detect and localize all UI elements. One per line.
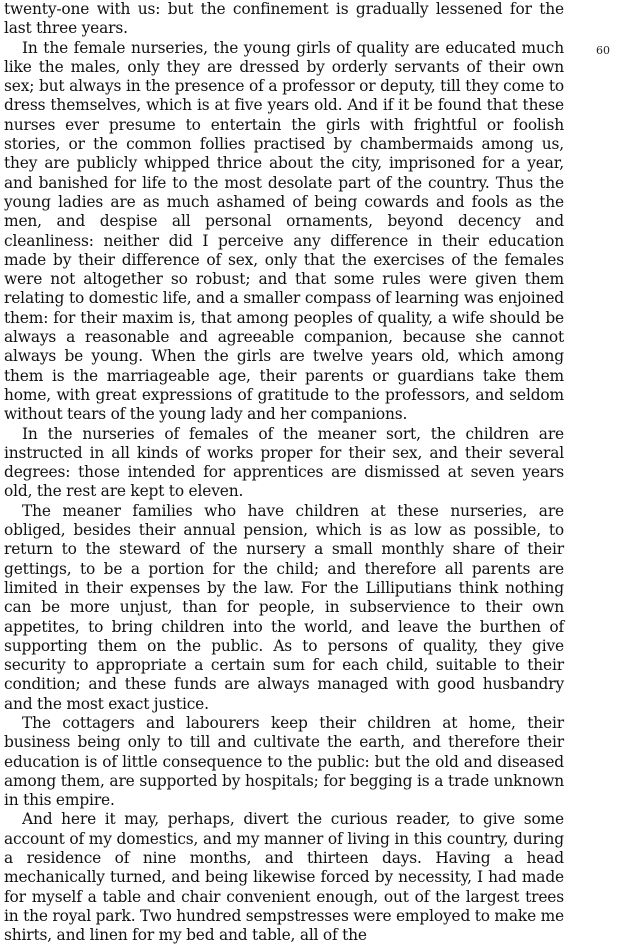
paragraph-4: The meaner families who have children at these nurseries, are obliged, besides their annual pension, which is as low as possible, to return to the steward of the nursery a small monthly share of their gettings, to be a portion for the child; and therefore all parents are limited in their expenses by the law. For the Lilliputians think nothing can be more unjust, than for people, in subservience to their own appetites, to bring children into the world, and leave the burthen of supporting them on the public. As to persons of quality, they give security to appropriate a certain sum for each child, suitable to their condition; and these funds are always managed with good husbandry and the most exact justice.	[4, 501, 564, 713]
page-text	[4, 0, 564, 946]
paragraph-2: In the female nurseries, the young girls of quality are educated much like the males, only they are dressed by orderly servants of their own sex; but always in the presence of a professor or deputy, till they come to dress themselves, which is at five years old. And if it be found that these nurses ever presume to entertain the girls with frightful or foolish stories, or the common follies practised by chambermaids among us, they are publicly whipped thrice about the city, imprisoned for a year, and banished for life to the most desolate part of the country. Thus the young ladies are as much ashamed of being cowards and fools as the men, and despise all personal ornaments, beyond decency and cleanliness: neither did I perceive any difference in their education made by their difference of sex, only that the exercises of the females were not altogether so robust; and that some rules were given them relating to domestic life, and a smaller compass of learning was enjoined them: for their maxim is, that among peoples of quality, a wife should be always a reasonable and agreeable companion, because she cannot always be young. When the girls are twelve years old, which among them is the marriageable age, their parents or guardians take them home, with great expressions of gratitude to the professors, and seldom without tears of the young lady and her companions.	[4, 38, 564, 424]
paragraph-5: The cottagers and labourers keep their children at home, their business being only to till and cultivate the earth, and therefore their education is of little consequence to the public: but the old and diseased among them, are supported by hospitals; for begging is a trade unknown in this empire.	[4, 713, 564, 810]
paragraph-3: In the nurseries of females of the meaner sort, the children are instructed in all kinds of works proper for their sex, and their several degrees: those intended for apprentices are dismissed at seven years old, the rest are kept to eleven.	[4, 424, 564, 501]
margin-line-number: 60	[596, 44, 610, 57]
paragraph-6: And here it may, perhaps, divert the curious reader, to give some account of my domestics, and my manner of living in this country, during a residence of nine months, and thirteen days. Having a head mechanically turned, and being likewise forced by necessity, I had made for myself a table and chair convenient enough, out of the largest trees in the royal park. Two hundred sempstresses were employed to make me shirts, and linen for my bed and table, all of the	[4, 810, 564, 945]
paragraph-1: twenty-one with us: but the confinement is gradually lessened for the last three years.	[4, 0, 564, 38]
